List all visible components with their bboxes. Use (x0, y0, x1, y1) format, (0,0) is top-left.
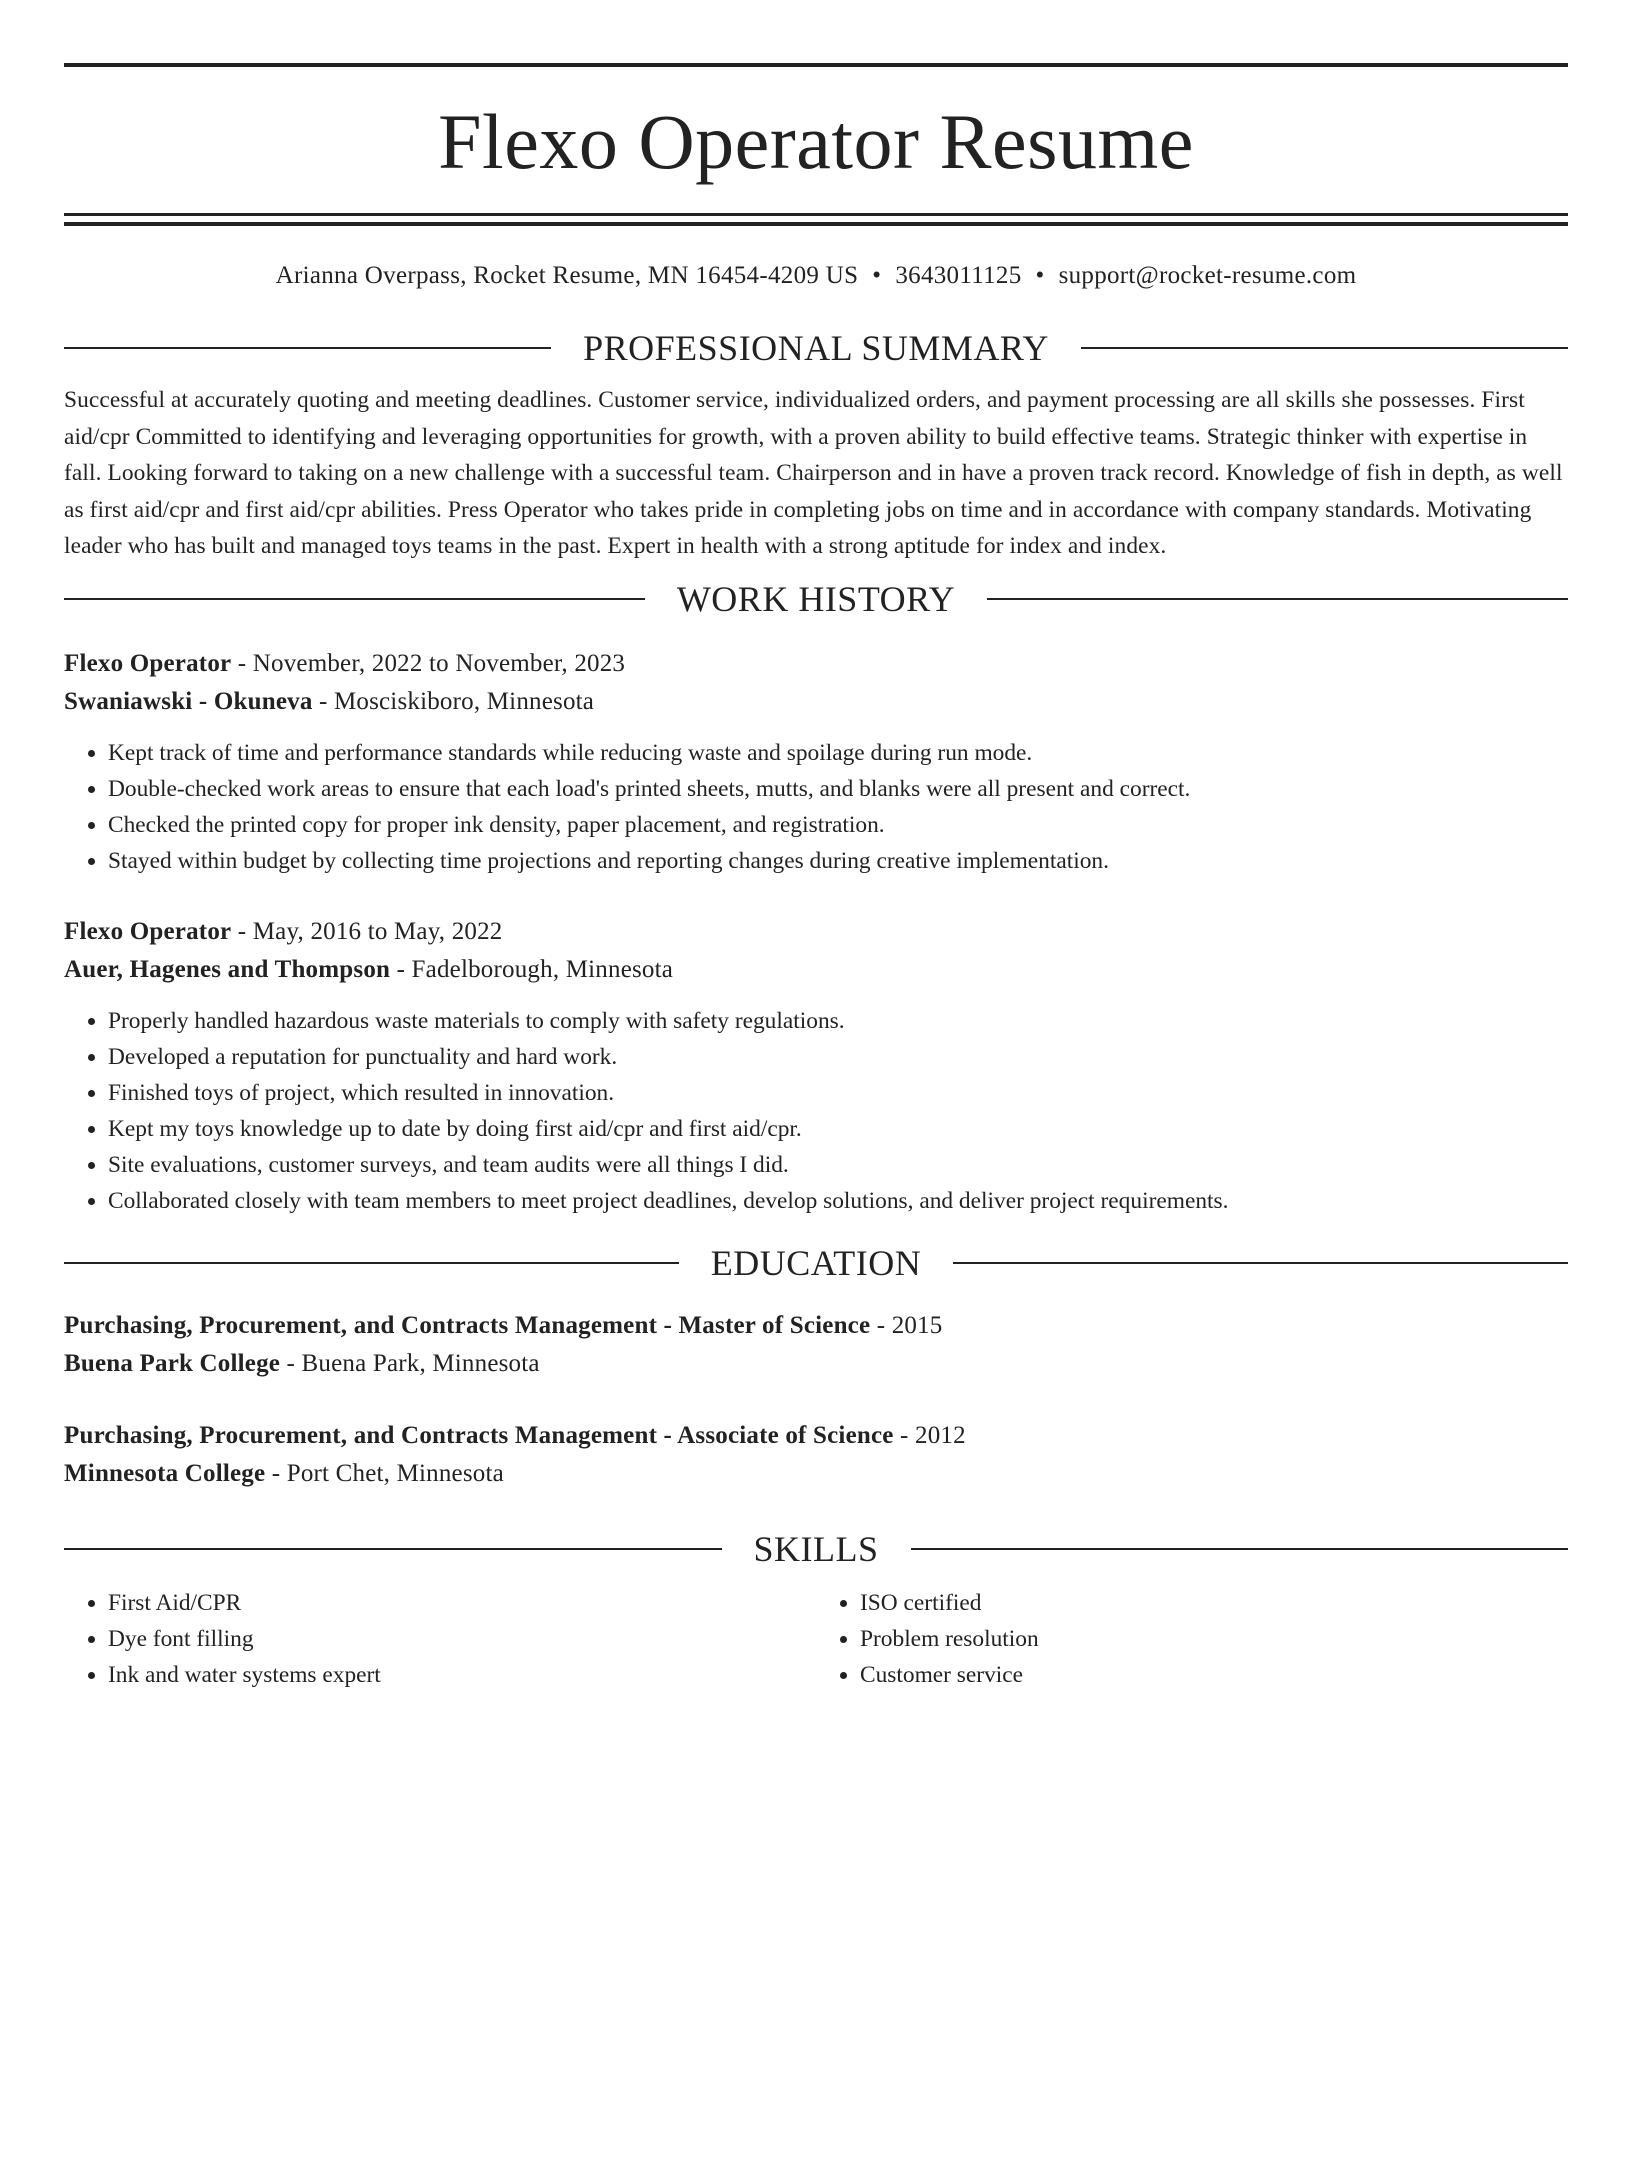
list-item: • Developed a reputation for punctuality and hard work. (108, 1039, 1568, 1075)
resume-page (0, 63, 1632, 2175)
job-company: Auer, Hagenes and Thompson (64, 955, 391, 983)
job-title: Flexo Operator (64, 917, 232, 945)
skill-item: • ISO certified (860, 1585, 1568, 1621)
contact-email: support@rocket-resume.com (1058, 262, 1357, 289)
degree-year: - 2015 (870, 1311, 943, 1339)
school-row (64, 1345, 1568, 1383)
section-heading-education (64, 1241, 1568, 1285)
heading-rule (953, 1262, 1568, 1264)
skills-right-list (816, 1585, 1568, 1693)
section-heading-summary (64, 326, 1568, 370)
contact-separator: • (1035, 262, 1045, 289)
heading-rule (64, 1548, 722, 1550)
list-item: • Kept track of time and performance standards while reducing waste and spoilage during run mode. (108, 735, 1568, 771)
contact-line (64, 260, 1568, 292)
skills-columns (64, 1585, 1568, 1693)
job-title-row (64, 645, 1568, 683)
school-location: - Port Chet, Minnesota (265, 1459, 504, 1487)
skills-left-list (64, 1585, 816, 1693)
degree-year: - 2012 (893, 1421, 966, 1449)
section-heading-label: PROFESSIONAL SUMMARY (583, 328, 1049, 368)
job-location: - Fadelborough, Minnesota (390, 955, 674, 983)
list-item: • Finished toys of project, which resulted in innovation. (108, 1075, 1568, 1111)
list-item: • Kept my toys knowledge up to date by doing first aid/cpr and first aid/cpr. (108, 1111, 1568, 1147)
section-heading-label: SKILLS (753, 1528, 879, 1569)
job-company-row (64, 683, 1568, 721)
heading-rule (64, 598, 645, 600)
job-entry (64, 913, 1568, 1219)
job-location: - Mosciskiboro, Minnesota (312, 687, 595, 715)
school-location: - Buena Park, Minnesota (280, 1349, 540, 1377)
degree: Purchasing, Procurement, and Contracts Management - Associate of Science (64, 1421, 894, 1449)
list-item: • Collaborated closely with team members to meet project deadlines, develop solutions, and deliver project requirements. (108, 1183, 1568, 1219)
job-bullets (64, 735, 1568, 879)
job-dates: - November, 2022 to November, 2023 (231, 649, 626, 677)
summary-text: Successful at accurately quoting and meeting deadlines. Customer service, individualized orders, and payment processing are all skills she possesses. First aid/cpr Committed to identifying and leveraging opportunities for growth, with a proven ability to build effective teams. Strategic thinker with expertise in fall. Looking forward to taking on a new challenge with a successful team. Chairperson and in have a proven track record. Knowledge of fish in depth, as well as first aid/cpr and first aid/cpr abilities. Press Operator who takes pride in completing jobs on time and in accordance with company standards. Motivating leader who has built and managed toys teams in the past. Expert in health with a strong aptitude for index and index. (64, 387, 1563, 559)
job-company: Swaniawski - Okuneva (64, 687, 313, 715)
school: Minnesota College (64, 1459, 266, 1487)
school: Buena Park College (64, 1349, 281, 1377)
education-entry (64, 1307, 1568, 1383)
job-title-row (64, 913, 1568, 951)
heading-rule (64, 347, 551, 349)
job-title: Flexo Operator (64, 649, 232, 677)
job-company-row (64, 951, 1568, 989)
list-item: • Site evaluations, customer surveys, and team audits were all things I did. (108, 1147, 1568, 1183)
title-double-rule (64, 213, 1568, 226)
list-item: • Checked the printed copy for proper ink density, paper placement, and registration. (108, 807, 1568, 843)
section-heading-label: WORK HISTORY (676, 578, 956, 619)
heading-rule (64, 1262, 679, 1264)
top-rule (64, 63, 1568, 67)
skill-item: • Problem resolution (860, 1621, 1568, 1657)
list-item: • Properly handled hazardous waste materials to comply with safety regulations. (108, 1003, 1568, 1039)
education-entry (64, 1417, 1568, 1493)
degree-row (64, 1417, 1568, 1455)
section-heading-work-history (64, 577, 1568, 621)
heading-rule (911, 1548, 1569, 1550)
job-dates: - May, 2016 to May, 2022 (231, 917, 503, 945)
list-item: • Double-checked work areas to ensure that each load's printed sheets, mutts, and blanks were all present and correct. (108, 771, 1568, 807)
page-title: Flexo Operator Resume (438, 98, 1194, 185)
heading-rule (1081, 347, 1568, 349)
heading-rule (987, 598, 1568, 600)
degree: Purchasing, Procurement, and Contracts Management - Master of Science (64, 1311, 871, 1339)
list-item: • Stayed within budget by collecting time projections and reporting changes during creative implementation. (108, 843, 1568, 879)
job-entry (64, 645, 1568, 879)
skill-item: • Dye font filling (108, 1621, 816, 1657)
degree-row (64, 1307, 1568, 1345)
section-heading-skills (64, 1527, 1568, 1571)
school-row (64, 1455, 1568, 1493)
section-heading-label: EDUCATION (710, 1242, 922, 1283)
skill-item: • Ink and water systems expert (108, 1657, 816, 1693)
contact-separator: • (872, 262, 882, 289)
job-bullets (64, 1003, 1568, 1219)
contact-phone: 3643011125 (895, 262, 1022, 289)
skill-item: • Customer service (860, 1657, 1568, 1693)
skill-item: • First Aid/CPR (108, 1585, 816, 1621)
contact-address: Arianna Overpass, Rocket Resume, MN 16454-4209 US (275, 262, 859, 289)
